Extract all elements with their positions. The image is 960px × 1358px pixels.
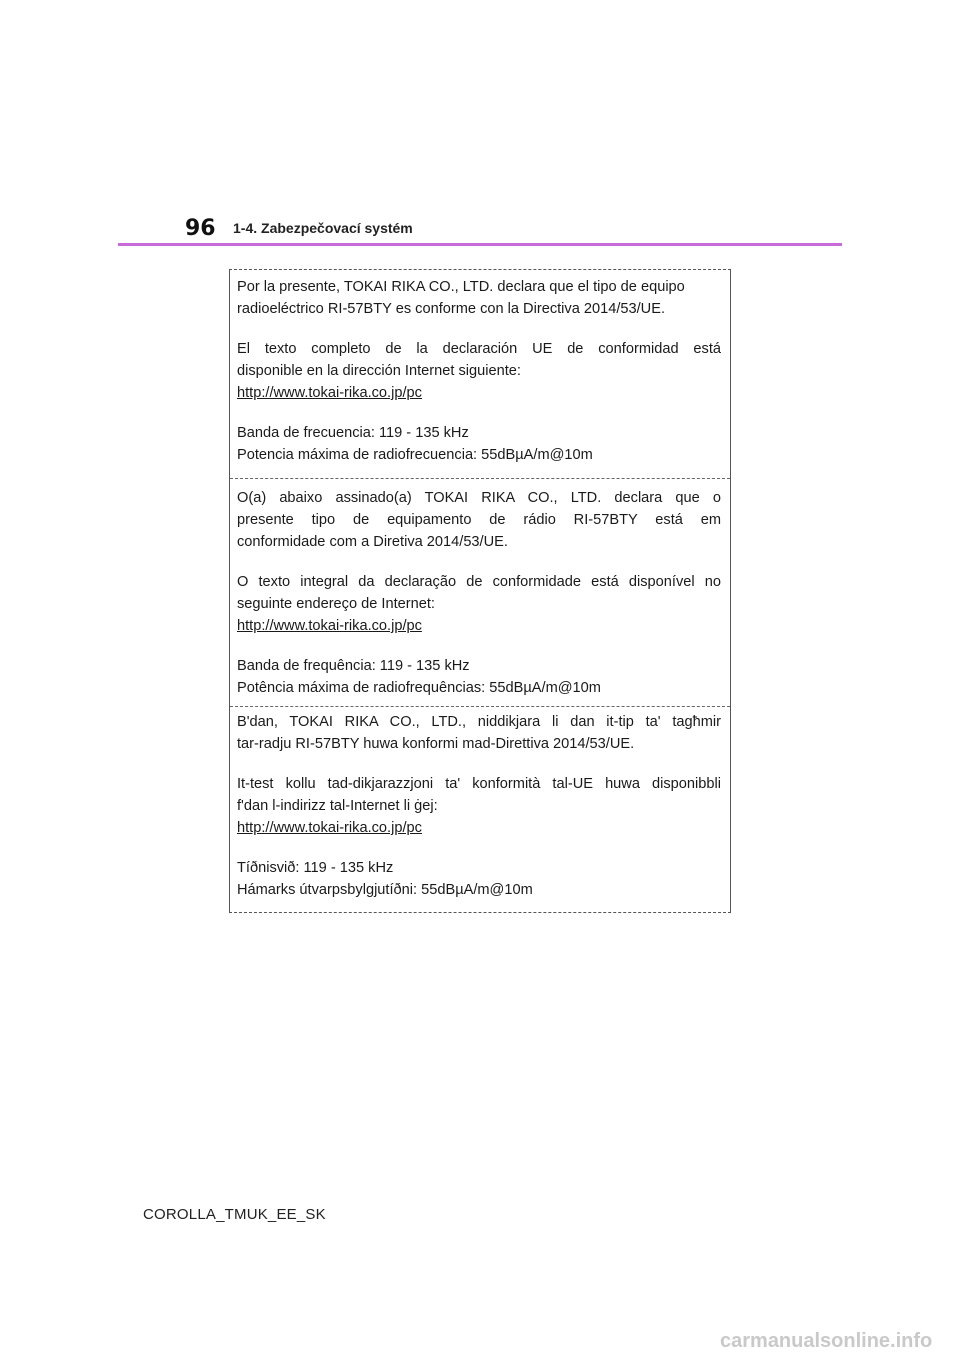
header-divider bbox=[118, 243, 842, 246]
paragraph-line: disponible en la dirección Internet siguiente: bbox=[237, 363, 521, 379]
max-power: Potencia máxima de radiofrecuencia: 55dBµA/m@10m bbox=[237, 447, 593, 463]
frequency-band: Banda de frecuencia: 119 - 135 kHz bbox=[237, 425, 469, 441]
declaration-block-maltese bbox=[230, 706, 730, 901]
paragraph-line: seguinte endereço de Internet: bbox=[237, 596, 435, 612]
paragraph-line: radioeléctrico RI-57BTY es conforme con la Directiva 2014/53/UE. bbox=[237, 301, 666, 317]
declaration-box bbox=[229, 269, 731, 913]
paragraph-line: f'dan l-indirizz tal-Internet li ġej: bbox=[237, 798, 438, 814]
paragraph-line: O texto integral da declaração de conformidade está disponível no bbox=[237, 574, 721, 590]
frequency-band: Tíðnisvið: 119 - 135 kHz bbox=[237, 860, 394, 876]
declaration-block-portuguese bbox=[230, 478, 730, 699]
watermark: carmanualsonline.info bbox=[720, 1330, 933, 1352]
section-title: 1-4. Zabezpečovací systém bbox=[233, 220, 413, 236]
declaration-block-spanish bbox=[230, 270, 730, 466]
declaration-link[interactable]: http://www.tokai-rika.co.jp/pc bbox=[237, 618, 422, 634]
paragraph-line: tar-radju RI-57BTY huwa konformi mad-Direttiva 2014/53/UE. bbox=[237, 736, 635, 752]
paragraph-line: El texto completo de la declaración UE de conformidad está bbox=[237, 341, 721, 357]
paragraph-line: Por la presente, TOKAI RIKA CO., LTD. declara que el tipo de equipo bbox=[237, 279, 685, 295]
page-number: 96 bbox=[185, 216, 216, 241]
document-code: COROLLA_TMUK_EE_SK bbox=[143, 1206, 326, 1223]
paragraph-line: presente tipo de equipamento de rádio RI-57BTY está em bbox=[237, 512, 721, 528]
max-power: Potência máxima de radiofrequências: 55dBµA/m@10m bbox=[237, 680, 601, 696]
declaration-link[interactable]: http://www.tokai-rika.co.jp/pc bbox=[237, 820, 422, 836]
frequency-band: Banda de frequência: 119 - 135 kHz bbox=[237, 658, 470, 674]
max-power: Hámarks útvarpsbylgjutíðni: 55dBµA/m@10m bbox=[237, 882, 533, 898]
paragraph-line: O(a) abaixo assinado(a) TOKAI RIKA CO., LTD. declara que o bbox=[237, 490, 721, 506]
paragraph-line: It-test kollu tad-dikjarazzjoni ta' konformità tal-UE huwa disponibbli bbox=[237, 776, 721, 792]
paragraph-line: B'dan, TOKAI RIKA CO., LTD., niddikjara li dan it-tip ta' tagħmir bbox=[237, 714, 721, 730]
page-header bbox=[0, 214, 960, 254]
paragraph-line: conformidade com a Diretiva 2014/53/UE. bbox=[237, 534, 508, 550]
declaration-link[interactable]: http://www.tokai-rika.co.jp/pc bbox=[237, 385, 422, 401]
